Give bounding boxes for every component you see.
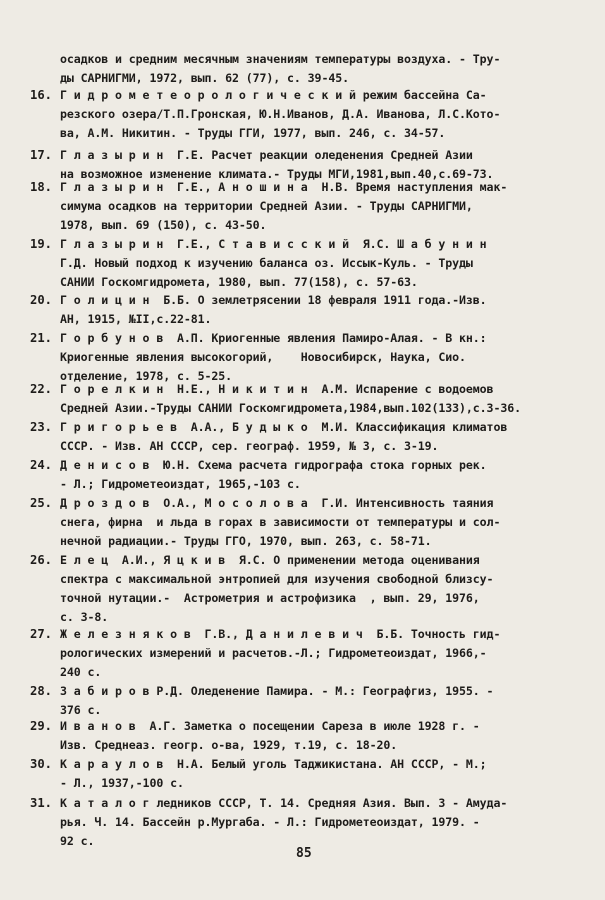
- entry-line: Г о л и ц и н Б.Б. О землетрясении 18 февраля 1911 года.-Изв.: [60, 293, 487, 307]
- entry-number: 29.: [30, 719, 53, 733]
- entry-line: - Л.; Гидрометеоиздат, 1965,-103 с.: [60, 477, 301, 491]
- entry-line: 240 с.: [60, 665, 102, 679]
- entry-number: 31.: [30, 796, 53, 810]
- entry-line: Г и д р о м е т е о р о л о г и ч е с к и й режим бассейна Са-: [60, 88, 487, 102]
- entry-line: резского озера/Т.П.Гронская, Ю.Н.Иванов, Д.А. Иванова, Л.С.Кото-: [60, 107, 501, 121]
- entry-number: 21.: [30, 331, 53, 345]
- entry-line: рья. Ч. 14. Бассейн р.Мургаба. - Л.: Гидрометеоиздат, 1979. -: [60, 815, 480, 829]
- entry-line: З а б и р о в Р.Д. Оледенение Памира. - М.: Географгиз, 1955. -: [60, 684, 494, 698]
- entry-line: Г о р б у н о в А.П. Криогенные явления Памиро-Алая. - В кн.:: [60, 331, 487, 345]
- entry-line: АН, 1915, №II,с.22-81.: [60, 312, 212, 326]
- entry-line: 376 с.: [60, 703, 102, 717]
- entry-line: отделение, 1978, с. 5-25.: [60, 369, 233, 383]
- entry-line: ды САРНИГМИ, 1972, вып. 62 (77), с. 39-45.: [60, 71, 349, 85]
- entry-number: 20.: [30, 293, 53, 307]
- entry-line: Г.Д. Новый подход к изучению баланса оз. Иссык-Куль. - Труды: [60, 256, 473, 270]
- entry-line: Г л а з ы р и н Г.Е., С т а в и с с к и й Я.С. Ш а б у н и н: [60, 237, 487, 251]
- entry-line: 92 с.: [60, 834, 95, 848]
- entry-line: нечной радиации.- Труды ГГО, 1970, вып. 263, с. 58-71.: [60, 534, 432, 548]
- entry-number: 24.: [30, 458, 53, 472]
- entry-number: 28.: [30, 684, 53, 698]
- entry-number: 18.: [30, 180, 53, 194]
- entry-line: К а т а л о г ледников СССР, Т. 14. Средняя Азия. Вып. 3 - Амуда-: [60, 796, 508, 810]
- entry-line: Е л е ц А.И., Я ц к и в Я.С. О применении метода оценивания: [60, 553, 480, 567]
- entry-line: спектра с максимальной энтропией для изучения свободной близсу-: [60, 572, 494, 586]
- entry-line: Средней Азии.-Труды САНИИ Госкомгидромета,1984,вып.102(133),с.3-36.: [60, 401, 521, 415]
- entry-number: 26.: [30, 553, 53, 567]
- entry-number: 23.: [30, 420, 53, 434]
- entry-number: 16.: [30, 88, 53, 102]
- entry-number: 25.: [30, 496, 53, 510]
- entry-line: - Л., 1937,-100 с.: [60, 776, 184, 790]
- entry-line: Д р о з д о в О.А., М о с о л о в а Г.И. Интенсивность таяния: [60, 496, 494, 510]
- entry-line: 1978, вып. 69 (150), с. 43-50.: [60, 218, 267, 232]
- entry-line: симума осадков на территории Средней Азии. - Труды САРНИГМИ,: [60, 199, 473, 213]
- entry-line: САНИИ Госкомгидромета, 1980, вып. 77(158), с. 57-63.: [60, 275, 418, 289]
- entry-line: Ж е л е з н я к о в Г.В., Д а н и л е в и ч Б.Б. Точность гид-: [60, 627, 501, 641]
- page-number: 85: [296, 846, 312, 861]
- entry-line: осадков и средним месячным значениям температуры воздуха. - Тру-: [60, 52, 501, 66]
- entry-line: Г р и г о р ь е в А.А., Б у д ы к о М.И. Классификация климатов: [60, 420, 508, 434]
- entry-number: 30.: [30, 757, 53, 771]
- entry-line: Г л а з ы р и н Г.Е. Расчет реакции оледенения Средней Азии: [60, 148, 473, 162]
- entry-line: с. 3-8.: [60, 610, 109, 624]
- entry-line: СССР. - Изв. АН СССР, сер. географ. 1959, № 3, с. 3-19.: [60, 439, 439, 453]
- entry-line: Изв. Среднеаз. геогр. о-ва, 1929, т.19, с. 18-20.: [60, 738, 398, 752]
- entry-line: рологических измерений и расчетов.-Л.; Гидрометеоиздат, 1966,-: [60, 646, 487, 660]
- entry-line: на возможное изменение климата.- Труды МГИ,1981,вып.40,с.69-73.: [60, 167, 494, 181]
- entry-line: Г о р е л к и н Н.Е., Н и к и т и н А.М. Испарение с водоемов: [60, 382, 494, 396]
- entry-line: ва, А.М. Никитин. - Труды ГГИ, 1977, вып. 246, с. 34-57.: [60, 126, 446, 140]
- entry-number: 22.: [30, 382, 53, 396]
- entry-number: 17.: [30, 148, 53, 162]
- entry-line: К а р а у л о в Н.А. Белый уголь Таджикистана. АН СССР, - М.;: [60, 757, 487, 771]
- entry-line: точной нутации.- Астрометрия и астрофизика , вып. 29, 1976,: [60, 591, 480, 605]
- entry-line: Криогенные явления высокогорий, Новосибирск, Наука, Сио.: [60, 350, 466, 364]
- entry-line: Г л а з ы р и н Г.Е., А н о ш и н а Н.В. Время наступления мак-: [60, 180, 508, 194]
- entry-number: 27.: [30, 627, 53, 641]
- entry-line: снега, фирна и льда в горах в зависимости от температуры и сол-: [60, 515, 501, 529]
- entry-number: 19.: [30, 237, 53, 251]
- entry-line: И в а н о в А.Г. Заметка о посещении Сареза в июле 1928 г. -: [60, 719, 480, 733]
- entry-line: Д е н и с о в Ю.Н. Схема расчета гидрографа стока горных рек.: [60, 458, 487, 472]
